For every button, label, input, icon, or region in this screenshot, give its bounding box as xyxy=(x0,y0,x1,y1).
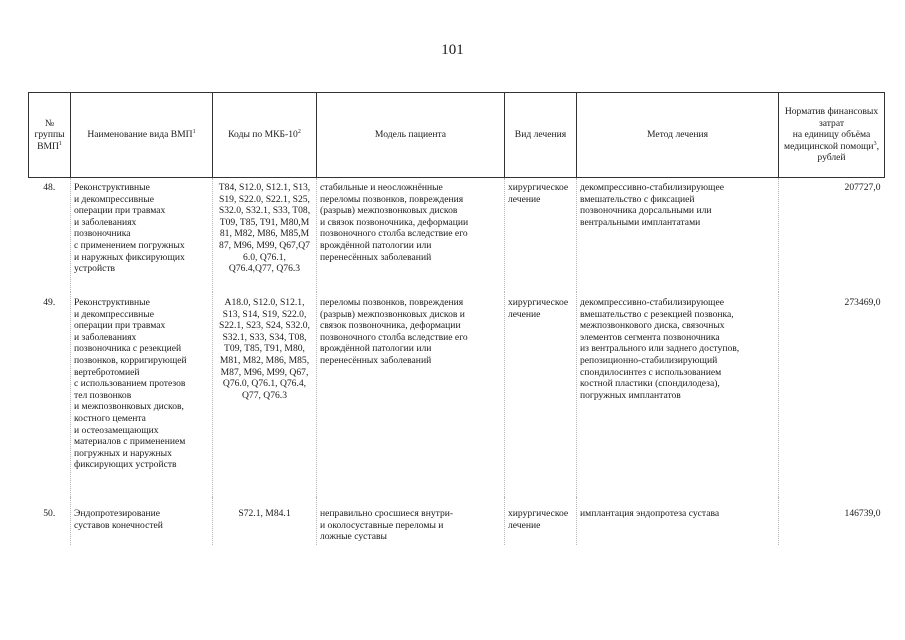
cell-treatment-method: декомпрессивно-стабилизирующее вмешательство с фиксацией позвоночника дорсальными или вентральными имплантатами xyxy=(577,178,779,293)
cell-treatment-type: хирургическое лечение xyxy=(505,178,577,293)
table-row xyxy=(29,292,885,497)
table-header-row xyxy=(29,93,885,178)
cell-number: 50. xyxy=(29,497,71,545)
header-treatment-type: Вид лечения xyxy=(505,93,577,178)
cell-patient-model: стабильные и неосложнённые переломы позвонков, повреждения (разрыв) межпозвонковых дисков и связок позвоночника, деформации позвоночного столба вследствие его врождённой патологии или перенесённых заболеваний xyxy=(317,178,505,293)
header-patient-model: Модель пациента xyxy=(317,93,505,178)
cell-icd-codes: T84, S12.0, S12.1, S13, S19, S22.0, S22.1, S25, S32.0, S32.1, S33, T08, T09, T85, T91, M80,M 81, M82, M86, M85,M 87, M96, M99, Q67,Q7 6.0, Q76.1, Q76.4,Q77, Q76.3 xyxy=(213,178,317,293)
header-financial-norm: Норматив финансовых затрат на единицу объёма медицинской помощи$^3$, рублей xyxy=(779,93,885,178)
cell-financial-norm: 146739,0 xyxy=(779,497,885,545)
cell-vmp-name: Реконструктивные и декомпрессивные операции при травмах и заболеваниях позвоночника с резекцией позвонков, корригирующей вертебротомией с использованием протезов тел позвонков и межпозвонковых дисков, костного цемента и остеозамещающих материалов с применением погружных и наружных фиксирующих устройств xyxy=(71,292,213,497)
cell-financial-norm: 273469,0 xyxy=(779,292,885,497)
table-row xyxy=(29,497,885,545)
header-vmp-name: Наименование вида ВМП$^1$ xyxy=(71,93,213,178)
header-group-number: № группы ВМП$^1$ xyxy=(29,93,71,178)
cell-patient-model: неправильно сросшиеся внутри- и околосуставные переломы и ложные суставы xyxy=(317,497,505,545)
cell-patient-model: переломы позвонков, повреждения (разрыв) межпозвонковых дисков и связок позвоночника, деформации позвоночного столба вследствие его врождённой патологии или перенесённых заболеваний xyxy=(317,292,505,497)
cell-icd-codes: S72.1, M84.1 xyxy=(213,497,317,545)
header-treatment-method: Метод лечения xyxy=(577,93,779,178)
cell-treatment-method: имплантация эндопротеза сустава xyxy=(577,497,779,545)
cell-icd-codes: A18.0, S12.0, S12.1, S13, S14, S19, S22.0, S22.1, S23, S24, S32.0, S32.1, S33, S34, T08, T09, T85, T91, M80, M81, M82, M86, M85, M87, M96, M99, Q67, Q76.0, Q76.1, Q76.4, Q77, Q76.3 xyxy=(213,292,317,497)
vmp-table xyxy=(28,92,885,545)
cell-treatment-type: хирургическое лечение xyxy=(505,292,577,497)
page-number: 101 xyxy=(441,42,464,58)
cell-number: 48. xyxy=(29,178,71,293)
cell-vmp-name: Эндопротезирование суставов конечностей xyxy=(71,497,213,545)
cell-number: 49. xyxy=(29,292,71,497)
header-icd-codes: Коды по МКБ-$10^2$ xyxy=(213,93,317,178)
cell-financial-norm: 207727,0 xyxy=(779,178,885,293)
cell-treatment-type: хирургическое лечение xyxy=(505,497,577,545)
cell-vmp-name: Реконструктивные и декомпрессивные операции при травмах и заболеваниях позвоночника с применением погружных и наружных фиксирующих устройств xyxy=(71,178,213,293)
cell-treatment-method: декомпрессивно-стабилизирующее вмешательство с резекцией позвонка, межпозвонкового диска, связочных элементов сегмента позвоночника из вентрального или заднего доступов, репозиционно-стабилизирующий спондилосинтез с использованием костной пластики (спондилодеза), погружных имплантатов xyxy=(577,292,779,497)
table-row xyxy=(29,178,885,293)
